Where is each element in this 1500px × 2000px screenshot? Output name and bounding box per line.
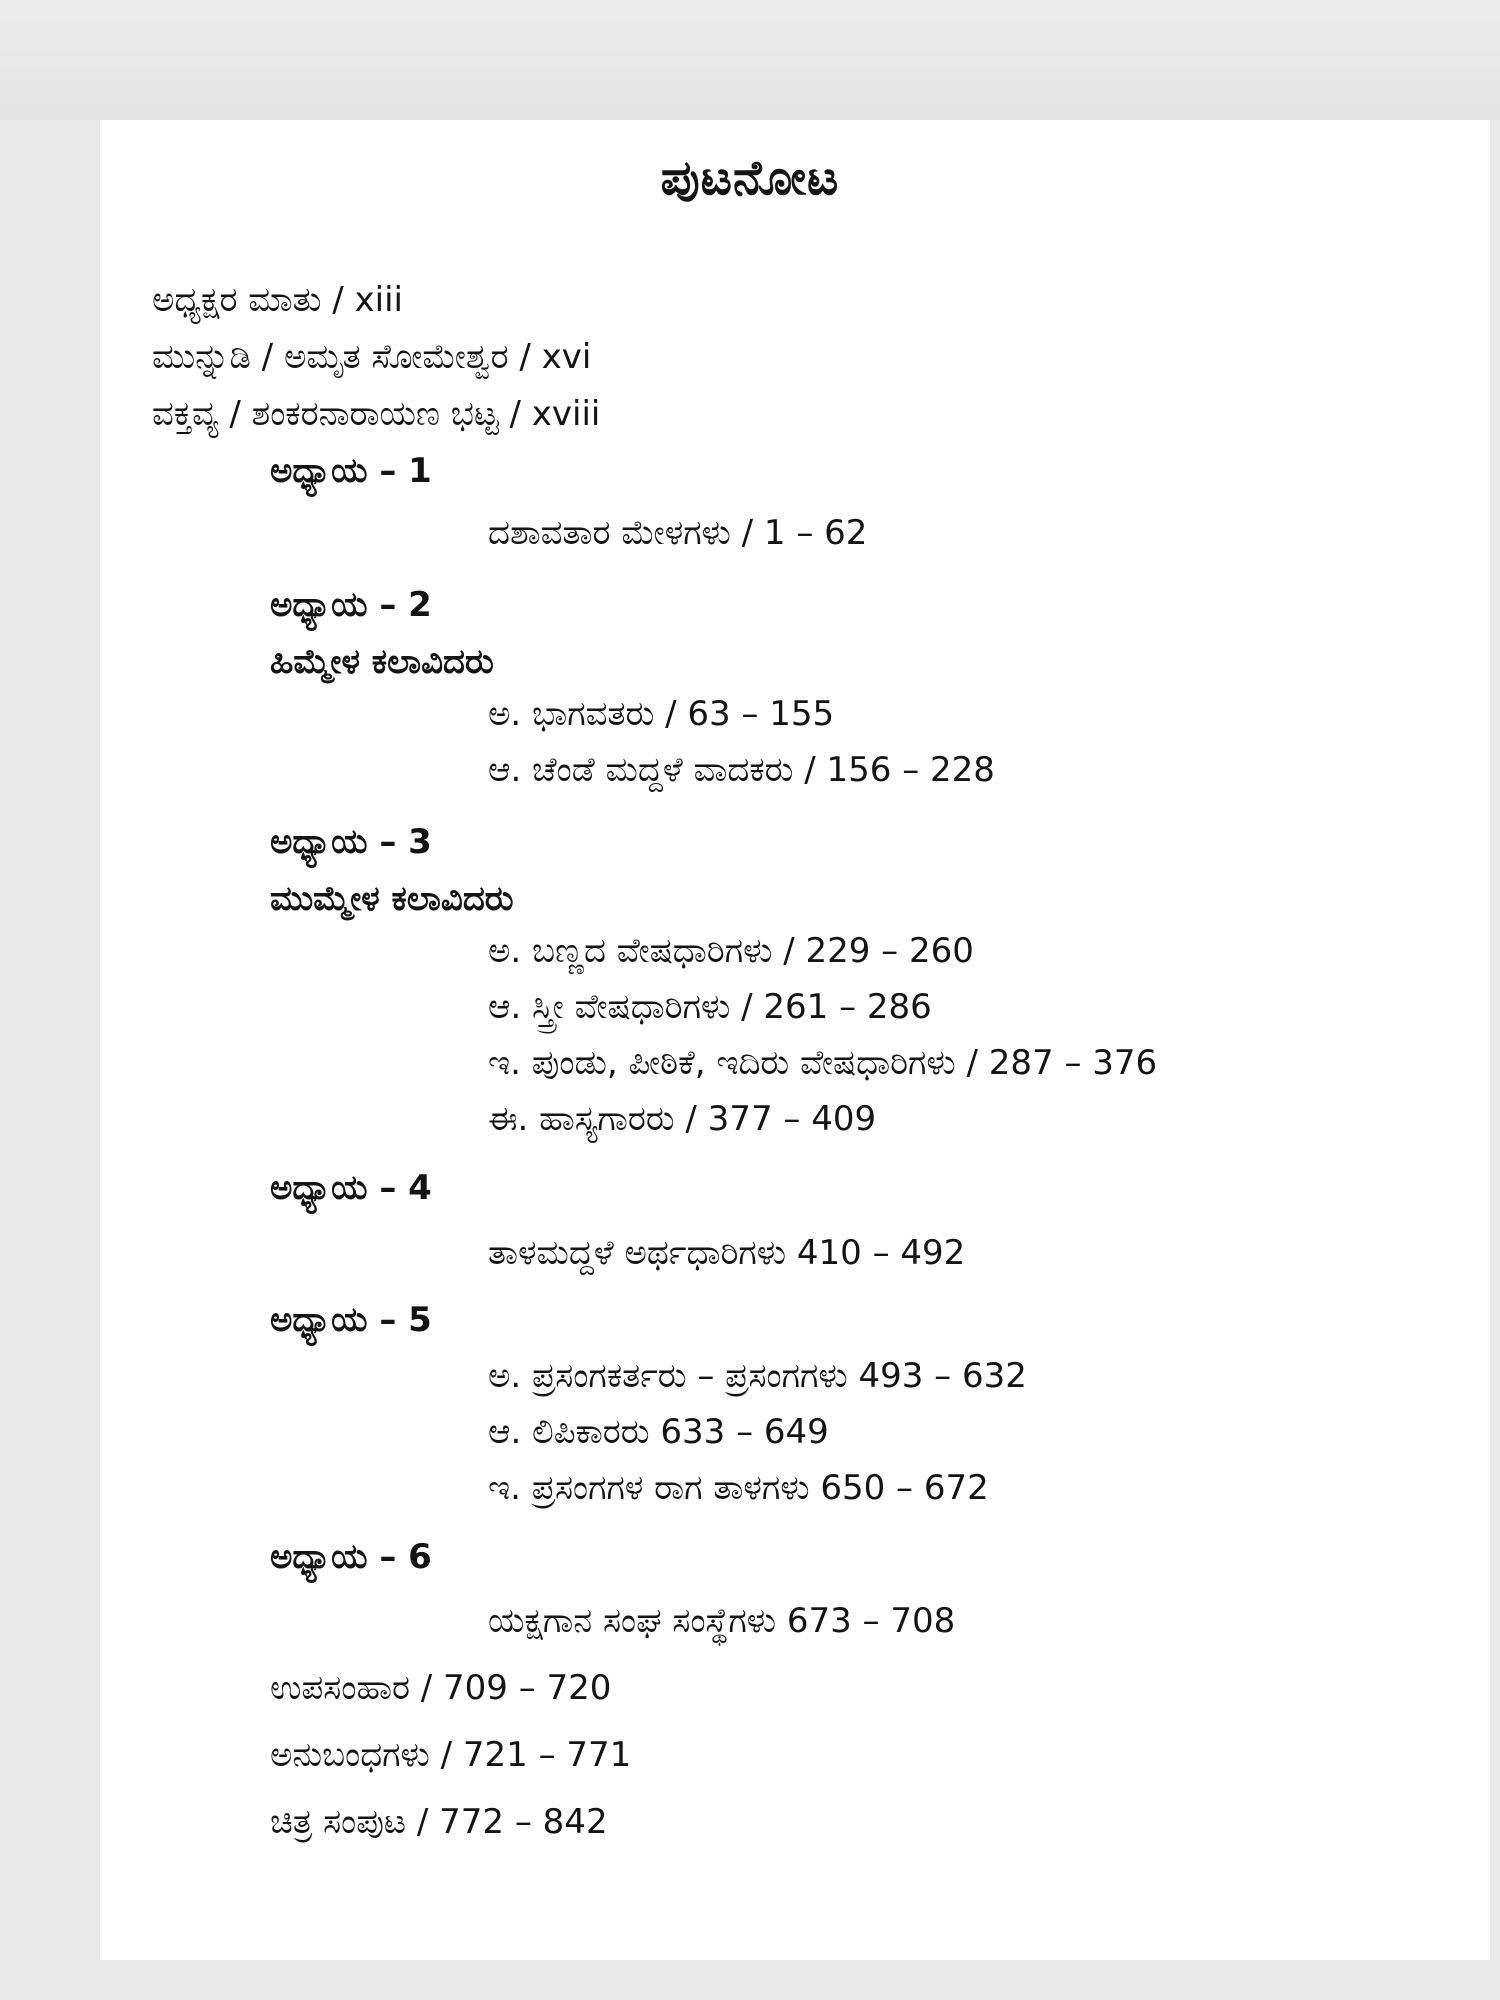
page-background-top xyxy=(0,0,1500,120)
toc-entry-hasyagararu: ಈ. ಹಾಸ್ಯಗಾರರು / 377 – 409 xyxy=(488,1099,877,1139)
toc-entry-statement: ವಕ್ತವ್ಯ / ಶಂಕರನಾರಾಯಣ ಭಟ್ಟ / xviii xyxy=(152,394,601,434)
toc-entry-dashavatara-melas: ದಶಾವತಾರ ಮೇಳಗಳು / 1 – 62 xyxy=(488,513,868,553)
toc-entry-anubandhagalu: ಅನುಬಂಧಗಳು / 721 – 771 xyxy=(270,1735,632,1775)
page-title: ಪುಟನೋಟ xyxy=(660,150,840,206)
toc-chapter-heading-5: ಅಧ್ಯಾಯ – 5 xyxy=(270,1300,432,1340)
toc-entry-sangha-samsthegalu: ಯಕ್ಷಗಾನ ಸಂಘ ಸಂಸ್ಥೆಗಳು 673 – 708 xyxy=(488,1601,956,1641)
toc-entry-lipikararu: ಆ. ಲಿಪಿಕಾರರು 633 – 649 xyxy=(488,1412,829,1452)
toc-entry-chende-maddale: ಆ. ಚೆಂಡೆ ಮದ್ದಳೆ ವಾದಕರು / 156 – 228 xyxy=(488,750,995,790)
toc-chapter-heading-2: ಅಧ್ಯಾಯ – 2 xyxy=(270,585,432,625)
toc-entry-upasamhara: ಉಪಸಂಹಾರ / 709 – 720 xyxy=(270,1668,612,1708)
toc-chapter-heading-3: ಅಧ್ಯಾಯ – 3 xyxy=(270,822,432,862)
toc-entry-bhagavataru: ಅ. ಭಾಗವತರು / 63 – 155 xyxy=(488,694,835,734)
toc-section-mummela: ಮುಮ್ಮೇಳ ಕಲಾವಿದರು xyxy=(270,879,514,919)
toc-entry-stree-vesha: ಆ. ಸ್ತ್ರೀ ವೇಷಧಾರಿಗಳು / 261 – 286 xyxy=(488,987,932,1027)
toc-chapter-heading-4: ಅಧ್ಯಾಯ – 4 xyxy=(270,1168,432,1208)
toc-entry-foreword: ಮುನ್ನುಡಿ / ಅಮೃತ ಸೋಮೇಶ್ವರ / xvi xyxy=(152,337,592,377)
toc-entry-bannada-vesha: ಅ. ಬಣ್ಣದ ವೇಷಧಾರಿಗಳು / 229 – 260 xyxy=(488,931,974,971)
toc-entry-talamaddale: ತಾಳಮದ್ದಳೆ ಅರ್ಥಧಾರಿಗಳು 410 – 492 xyxy=(488,1233,966,1273)
toc-chapter-heading-6: ಅಧ್ಯಾಯ – 6 xyxy=(270,1537,432,1577)
toc-entry-pundu-peethike: ಇ. ಪುಂಡು, ಪೀಠಿಕೆ, ಇದಿರು ವೇಷಧಾರಿಗಳು / 287 – 376 xyxy=(488,1043,1158,1083)
toc-entry-raga-talagalu: ಇ. ಪ್ರಸಂಗಗಳ ರಾಗ ತಾಳಗಳು 650 – 672 xyxy=(488,1468,989,1508)
toc-entry-prasangakartaru: ಅ. ಪ್ರಸಂಗಕರ್ತರು – ಪ್ರಸಂಗಗಳು 493 – 632 xyxy=(488,1356,1027,1396)
toc-chapter-heading-1: ಅಧ್ಯಾಯ – 1 xyxy=(270,451,432,491)
toc-entry-chitra-samputa: ಚಿತ್ರ ಸಂಪುಟ / 772 – 842 xyxy=(270,1802,608,1842)
toc-entry-preface-president: ಅಧ್ಯಕ್ಷರ ಮಾತು / xiii xyxy=(152,280,403,320)
toc-section-himmela: ಹಿಮ್ಮೇಳ ಕಲಾವಿದರು xyxy=(270,642,494,682)
